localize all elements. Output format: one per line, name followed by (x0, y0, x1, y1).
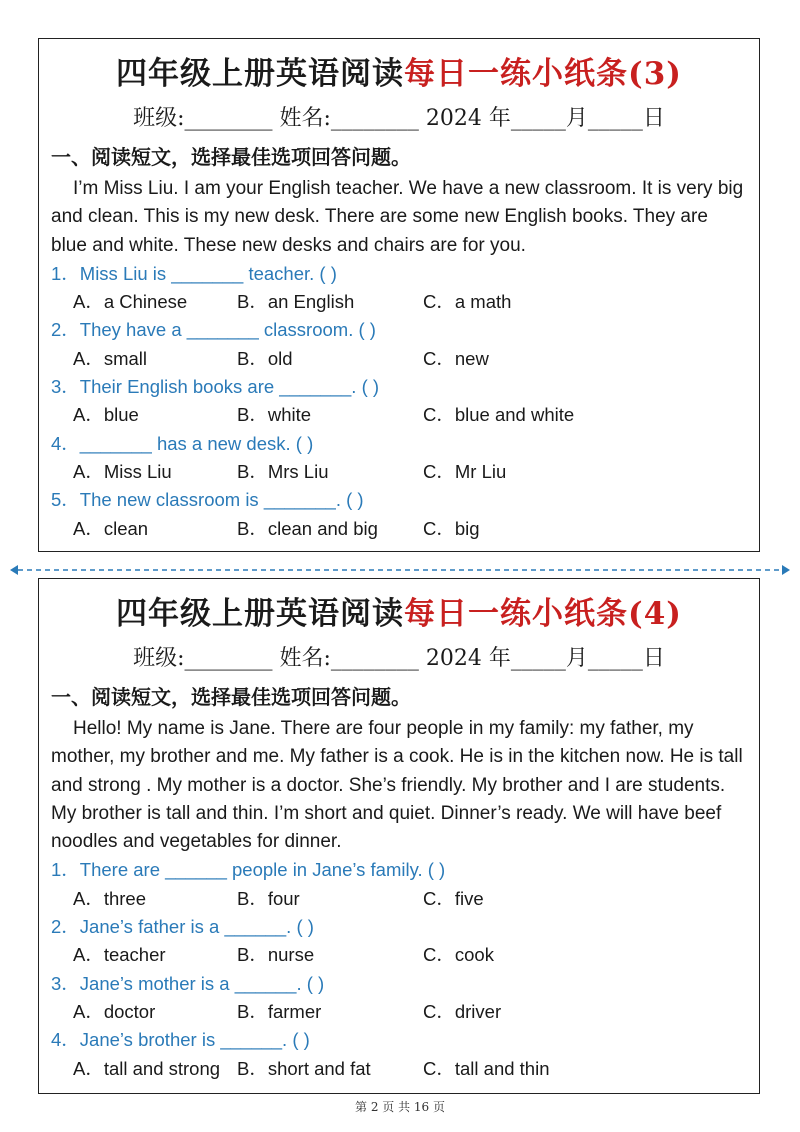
options-row (51, 401, 747, 429)
option-a: A．tall and strong (73, 1057, 221, 1079)
options-row (51, 885, 747, 913)
question-4: 4．Jane’s brother is ______. ( ) (51, 1029, 310, 1051)
student-info-line: 班级:________ 姓名:________ 2024 年_____月_____日 (133, 106, 665, 131)
question-1: 1．There are ______ people in Jane’s family. ( ) (51, 859, 446, 881)
question-4: 4．_______ has a new desk. ( ) (51, 432, 314, 454)
option-b: B．clean and big (237, 517, 378, 539)
option-b: B．four (237, 887, 300, 909)
option-b: B．Mrs Liu (237, 460, 329, 482)
page-footer: 第 2 页 共 16 页 (355, 1100, 445, 1114)
card-title (51, 49, 747, 99)
title-highlight: 每日一练小纸条(4) (404, 596, 682, 632)
option-a: A．clean (73, 517, 149, 539)
option-c: C．cook (423, 944, 494, 966)
title-main: 四年级上册英语阅读 (116, 596, 405, 632)
option-c: C．five (423, 887, 484, 909)
section-heading: 一、阅读短文，选择最佳选项回答问题。 (51, 145, 411, 169)
cut-line-divider (10, 564, 790, 576)
title-main: 四年级上册英语阅读 (116, 56, 405, 92)
options-row (51, 515, 747, 543)
option-b: B．an English (237, 291, 355, 313)
reading-passage: I’m Miss Liu. I am your English teacher. We have a new classroom. It is very big and clean. This is my new desk. There are some new English books. They are blue and white. These new desks and chairs are for you. (51, 178, 744, 256)
option-b: B．white (237, 404, 312, 426)
option-a: A．small (73, 347, 148, 369)
option-b: B．farmer (237, 1000, 322, 1022)
options-row (51, 1055, 747, 1083)
section-heading: 一、阅读短文，选择最佳选项回答问题。 (51, 685, 411, 709)
options-row (51, 345, 747, 373)
options-row (51, 458, 747, 486)
question-1: 1．Miss Liu is _______ teacher. ( ) (51, 262, 337, 284)
option-c: C．tall and thin (423, 1057, 550, 1079)
option-c: C．blue and white (423, 404, 575, 426)
option-c: C．driver (423, 1000, 502, 1022)
option-c: C．a math (423, 291, 512, 313)
option-c: C．big (423, 517, 480, 539)
option-a: A．blue (73, 404, 139, 426)
option-c: C．Mr Liu (423, 460, 507, 482)
question-3: 3．Their English books are _______. ( ) (51, 376, 380, 398)
option-a: A．a Chinese (73, 291, 188, 313)
options-row (51, 998, 747, 1026)
option-b: B．short and fat (237, 1057, 371, 1079)
arrow-left-icon (10, 565, 18, 575)
card-title (51, 589, 747, 639)
option-a: A．Miss Liu (73, 460, 172, 482)
option-a: A．doctor (73, 1000, 156, 1022)
title-highlight: 每日一练小纸条(3) (404, 56, 682, 92)
option-c: C．new (423, 347, 489, 369)
option-b: B．old (237, 347, 293, 369)
arrow-right-icon (782, 565, 790, 575)
worksheet-card-4 (38, 578, 760, 1094)
question-5: 5．The new classroom is _______. ( ) (51, 489, 364, 511)
student-info-line: 班级:________ 姓名:________ 2024 年_____月_____日 (133, 646, 665, 671)
question-2: 2．Jane’s father is a ______. ( ) (51, 916, 314, 938)
option-a: A．three (73, 887, 147, 909)
option-a: A．teacher (73, 944, 166, 966)
question-3: 3．Jane’s mother is a ______. ( ) (51, 972, 325, 994)
options-row (51, 288, 747, 316)
options-row (51, 941, 747, 969)
reading-passage: Hello! My name is Jane. There are four people in my family: my father, my mother, my brother and me. My father is a cook. He is in the kitchen now. He is tall and strong . My mother is a doctor. She’s friendly. My brother and I are students. My brother is tall and thin. I’m short and quiet. Dinner’s ready. We will have beef noodles and vegetables for dinner. (51, 718, 743, 853)
question-2: 2．They have a _______ classroom. ( ) (51, 319, 376, 341)
option-b: B．nurse (237, 944, 315, 966)
worksheet-card-3 (38, 38, 760, 552)
